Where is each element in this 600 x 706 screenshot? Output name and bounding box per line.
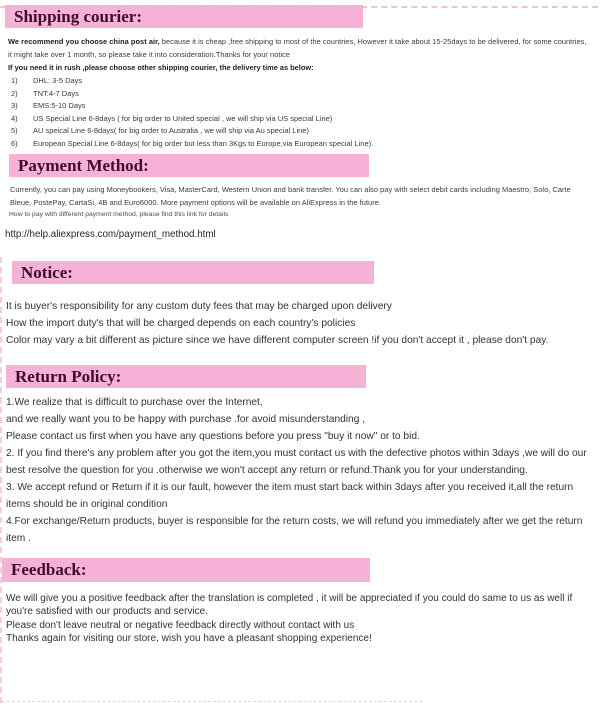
feedback-line: We will give you a positive feedback after the translation is completed , it will be appreciated if you could do same to us as well if you're satisfied with our products and service. xyxy=(6,592,573,618)
courier-item xyxy=(11,100,600,113)
courier-number: 5) xyxy=(11,126,18,136)
courier-number: 6) xyxy=(11,138,18,148)
courier-text: DHL: 3-5 Days xyxy=(33,76,83,85)
payment-method-link[interactable]: http://help.aliexpress.com/payment_method.html xyxy=(5,228,216,240)
payment-howto-note: How to pay with different payment method, please find this link for details xyxy=(9,210,229,218)
return-policy-line: 1.We realize that is difficult to purchase over the Internet, xyxy=(6,396,263,408)
shipping-intro-rest: because it is cheap ,free shipping to most of the countries, However it take about 15-25days to be delivered, for some countries, it might take over 1 month, so please take it into consideration.Thanks for your notice xyxy=(8,37,587,59)
courier-item xyxy=(11,125,600,138)
courier-item xyxy=(11,138,600,151)
courier-list xyxy=(11,75,600,151)
notice-line: It is buyer's responsibility for any custom duty fees that may be charged upon delivery xyxy=(6,300,392,312)
top-dashed-border xyxy=(0,6,598,8)
shipping-intro xyxy=(8,35,592,61)
courier-text: TNT:4-7 Days xyxy=(33,88,79,98)
shipping-intro-bold: We recommend you choose china post air, xyxy=(8,37,160,46)
section-title-notice: Notice: xyxy=(12,261,374,284)
return-policy-line: Please contact us first when you have any questions before you press "buy it now" or to bid. xyxy=(6,430,420,442)
notice-line: How the import duty's that will be charged depends on each country's policies xyxy=(6,317,356,329)
return-policy-line: 3. We accept refund or Return if it is our fault, however the item must start back within 3days after you received it,all the return items should be in original condition xyxy=(6,481,574,510)
bottom-dashed-border xyxy=(2,701,422,702)
courier-item xyxy=(11,113,600,126)
payment-body: Currently, you can pay using Moneybookers, Visa, MasterCard, Western Union and bank transfer. You can also pay with select debit cards including Maestro, Solo, Carte Bleue, PostePay, CartaSi, 4B and Euro6000. More payment options will be available on AliExpress in the future. xyxy=(10,184,571,207)
feedback-line: Please don't leave neutral or negative feedback directly without contact with us xyxy=(6,619,355,631)
notice-line: Color may vary a bit different as picture since we have different computer screen !if you don't accept it , please don't pay. xyxy=(6,334,549,346)
courier-item xyxy=(11,75,600,88)
courier-text: US Special Line 6-8days ( for big order to United special , we will ship via US special Line) xyxy=(33,113,333,123)
courier-text: AU speical Line 6-8days( for big order to Australia , we will ship via Au special Line) xyxy=(33,126,309,136)
feedback-text xyxy=(6,592,593,646)
notice-text xyxy=(6,298,593,349)
return-policy-text xyxy=(6,394,593,547)
courier-number: 1) xyxy=(11,76,18,85)
section-title-shipping: Shipping courier: xyxy=(5,5,363,28)
courier-item xyxy=(11,88,600,101)
section-title-payment: Payment Method: xyxy=(9,154,369,177)
feedback-line: Thanks again for visiting our store, wish you have a pleasant shopping experience! xyxy=(6,633,372,645)
left-dashed-border xyxy=(0,257,2,703)
courier-number: 2) xyxy=(11,88,18,98)
section-title-feedback: Feedback: xyxy=(2,558,370,582)
courier-text: European Special Line 6-8days( for big order but less than 3Kgs to Europe,via European special Line). xyxy=(33,138,374,148)
courier-number: 4) xyxy=(11,113,18,123)
courier-number: 3) xyxy=(11,101,18,111)
return-policy-line: 2. If you find there's any problem after you got the item,you must contact us with the defective photos within 3days ,we will do our best resolve the question for you .otherwise we won't accept any return or refund.Thank you for your understanding. xyxy=(6,447,587,476)
shipping-rush-note: If you need it in rush ,please choose other shipping courier, the delivery time as below: xyxy=(8,63,314,72)
courier-text: EMS:5-10 Days xyxy=(33,101,86,111)
section-title-return-policy: Return Policy: xyxy=(6,365,366,388)
return-policy-line: 4.For exchange/Return products, buyer is responsible for the return costs, we will refund you immediately after we get the return item . xyxy=(6,515,583,544)
return-policy-line: and we really want you to be happy with purchase .for avoid misunderstanding , xyxy=(6,413,366,425)
